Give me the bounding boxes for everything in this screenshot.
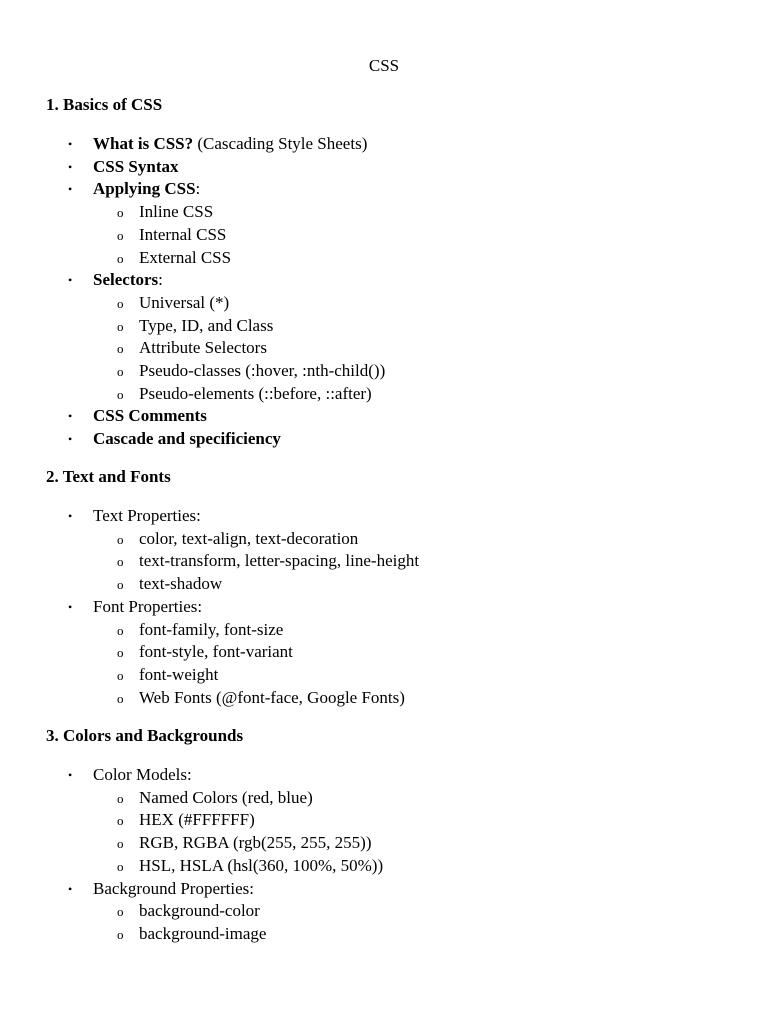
sub-list-item xyxy=(93,641,726,664)
circle-bullet-icon: o xyxy=(117,205,124,221)
bullet-icon: • xyxy=(68,599,73,614)
bullet-icon: • xyxy=(68,409,73,424)
sub-list-item xyxy=(93,687,726,710)
section-heading: 2. Text and Fonts xyxy=(46,467,171,486)
circle-bullet-icon: o xyxy=(117,341,124,357)
sub-item-label: color, text-align, text-decoration xyxy=(139,528,359,548)
list-item xyxy=(46,405,726,428)
sub-item-label: HEX (#FFFFFF) xyxy=(139,810,255,830)
circle-bullet-icon: o xyxy=(117,836,124,852)
item-label-bold: Cascade and specificiency xyxy=(93,429,281,449)
bullet-icon: • xyxy=(68,881,73,896)
item-label-rest: : xyxy=(158,270,163,290)
sub-list-item xyxy=(93,337,726,360)
circle-bullet-icon: o xyxy=(117,813,124,829)
sub-item-label: text-transform, letter-spacing, line-height xyxy=(139,551,420,571)
sub-item-label: Named Colors (red, blue) xyxy=(139,787,313,807)
list-item xyxy=(46,878,726,946)
list-item xyxy=(46,156,726,179)
circle-bullet-icon: o xyxy=(117,577,124,593)
sub-list-item xyxy=(93,900,726,923)
sub-item-label: text-shadow xyxy=(139,574,223,594)
bullet-list xyxy=(46,764,726,946)
circle-bullet-icon: o xyxy=(117,364,124,380)
circle-bullet-icon: o xyxy=(117,858,124,874)
sub-list xyxy=(93,528,726,596)
sub-list-item xyxy=(93,923,726,946)
item-label: Font Properties: xyxy=(93,596,203,616)
list-item xyxy=(46,178,726,269)
circle-bullet-icon: o xyxy=(117,318,124,334)
list-item xyxy=(46,764,726,878)
circle-bullet-icon: o xyxy=(117,690,124,706)
section-text-and-fonts xyxy=(46,466,726,709)
sub-list-item xyxy=(93,619,726,642)
sub-list-item xyxy=(93,292,726,315)
item-label: Background Properties: xyxy=(93,878,254,898)
sub-list xyxy=(93,292,726,406)
sub-item-label: RGB, RGBA (rgb(255, 255, 255)) xyxy=(139,833,372,853)
sub-list-item xyxy=(93,224,726,247)
list-item xyxy=(46,269,726,405)
sub-item-label: Type, ID, and Class xyxy=(139,315,274,335)
sub-list-item xyxy=(93,360,726,383)
sub-item-label: Pseudo-elements (::before, ::after) xyxy=(139,383,372,403)
sub-item-label: Inline CSS xyxy=(139,202,214,222)
sub-item-label: Attribute Selectors xyxy=(139,338,267,358)
sub-list-item xyxy=(93,550,726,573)
item-label-bold: Applying CSS xyxy=(93,179,196,199)
circle-bullet-icon: o xyxy=(117,667,124,683)
sub-item-label: Web Fonts (@font-face, Google Fonts) xyxy=(139,687,405,707)
sub-list-item xyxy=(93,787,726,810)
circle-bullet-icon: o xyxy=(117,531,124,547)
circle-bullet-icon: o xyxy=(117,926,124,942)
sub-list-item xyxy=(93,832,726,855)
sub-list xyxy=(93,787,726,878)
circle-bullet-icon: o xyxy=(117,622,124,638)
bullet-icon: • xyxy=(68,273,73,288)
sub-list-item xyxy=(93,315,726,338)
item-label: Color Models: xyxy=(93,765,192,784)
list-item xyxy=(46,596,726,710)
bullet-icon: • xyxy=(68,768,73,782)
circle-bullet-icon: o xyxy=(117,645,124,661)
sub-list-item xyxy=(93,201,726,224)
bullet-list xyxy=(46,133,726,451)
item-label-bold: What is CSS? xyxy=(93,134,194,153)
item-label-bold: CSS Comments xyxy=(93,406,207,426)
sub-item-label: font-weight xyxy=(139,664,219,684)
item-label: Text Properties: xyxy=(93,506,201,525)
section-heading: 3. Colors and Backgrounds xyxy=(46,726,244,745)
sub-list-item xyxy=(93,664,726,687)
list-item xyxy=(46,505,726,596)
sub-list xyxy=(93,900,726,945)
sub-list xyxy=(93,619,726,710)
sub-list-item xyxy=(93,809,726,832)
sub-item-label: Pseudo-classes (:hover, :nth-child()) xyxy=(139,361,386,381)
bullet-icon: • xyxy=(68,159,73,174)
circle-bullet-icon: o xyxy=(117,386,124,402)
list-item xyxy=(46,428,726,451)
bullet-icon: • xyxy=(68,509,73,523)
circle-bullet-icon: o xyxy=(117,904,124,920)
circle-bullet-icon: o xyxy=(117,554,124,570)
item-label-rest: (Cascading Style Sheets) xyxy=(193,134,368,153)
bullet-icon: • xyxy=(68,137,73,151)
item-label-rest: : xyxy=(195,179,201,199)
sub-item-label: Internal CSS xyxy=(139,224,227,244)
sub-list-item xyxy=(93,247,726,270)
section-heading: 1. Basics of CSS xyxy=(46,95,163,114)
sub-list-item xyxy=(93,855,726,878)
circle-bullet-icon: o xyxy=(117,790,124,806)
sub-item-label: font-style, font-variant xyxy=(139,642,293,662)
circle-bullet-icon: o xyxy=(117,295,124,311)
circle-bullet-icon: o xyxy=(117,227,124,243)
sub-list-item xyxy=(93,573,726,596)
circle-bullet-icon: o xyxy=(117,250,124,266)
sub-item-label: HSL, HSLA (hsl(360, 100%, 50%)) xyxy=(139,855,384,875)
item-label-bold: Selectors xyxy=(93,270,159,290)
list-item xyxy=(46,133,726,156)
bullet-icon: • xyxy=(68,182,73,197)
sub-item-label: External CSS xyxy=(139,247,232,267)
sub-item-label: Universal (*) xyxy=(139,292,230,312)
document-title: CSS xyxy=(368,56,400,75)
section-colors-and-backgrounds xyxy=(46,725,726,946)
section-basics-of-css xyxy=(46,94,726,451)
sub-item-label: background-image xyxy=(139,923,267,943)
sub-list-item xyxy=(93,383,726,406)
sub-list xyxy=(93,201,726,269)
bullet-list xyxy=(46,505,726,709)
sub-item-label: background-color xyxy=(139,901,260,921)
sub-list-item xyxy=(93,528,726,551)
item-label-bold: CSS Syntax xyxy=(93,156,179,176)
bullet-icon: • xyxy=(68,432,73,447)
sub-item-label: font-family, font-size xyxy=(139,619,284,639)
